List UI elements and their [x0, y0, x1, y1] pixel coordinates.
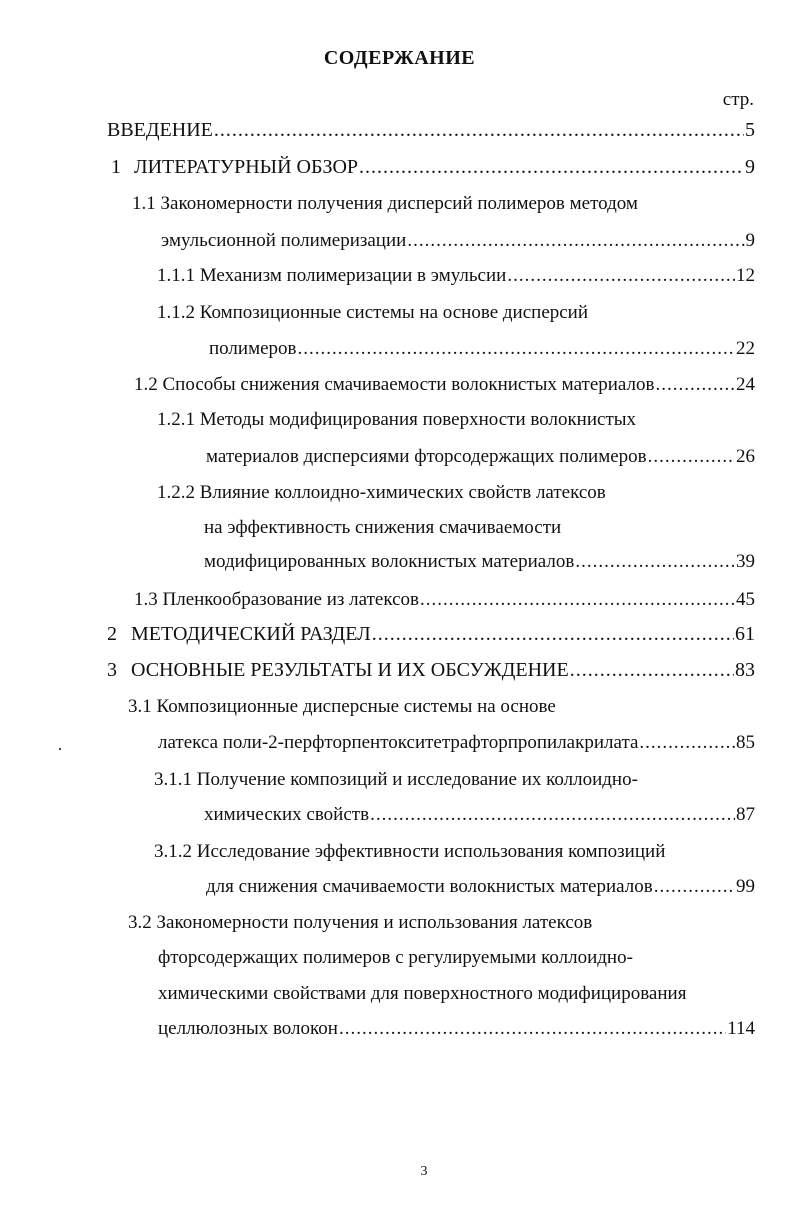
toc-entry-title-cont: для снижения смачиваемости волокнистых материалов [206, 876, 653, 897]
toc-leader [639, 731, 735, 755]
page-column-label: стр. [722, 89, 754, 110]
toc-entry-3-2-title-line3: химическими свойствами для поверхностного модифицирования [158, 983, 687, 1004]
toc-entry-title: ВВЕДЕНИЕ [107, 119, 213, 141]
toc-entry-3-1-1[interactable] [204, 803, 755, 827]
toc-entry-title-cont: химических свойств [204, 804, 370, 825]
toc-entry-1-2-1-title: 1.2.1 Методы модифицирования поверхности волокнистых [157, 409, 637, 430]
toc-entry-title-cont: латекса поли-2-перфторпентокситетрафторпропилакрилата [158, 732, 639, 753]
toc-page: 22 [736, 338, 755, 359]
toc-entry-1-2-2-title-line2: на эффективность снижения смачиваемости [204, 517, 562, 538]
toc-page: 87 [736, 804, 755, 825]
toc-leader [420, 588, 735, 612]
toc-entry-3-1[interactable] [158, 731, 755, 755]
toc-entry-methods[interactable] [131, 622, 755, 646]
toc-page: 99 [736, 876, 755, 897]
toc-entry-title-cont: материалов дисперсиями фторсодержащих полимеров [206, 446, 647, 467]
toc-entry-title: 1.3 Пленкообразование из латексов [134, 589, 419, 610]
toc-leader [507, 264, 735, 288]
toc-entry-3-1-2[interactable] [206, 875, 755, 899]
page-title: СОДЕРЖАНИЕ [323, 47, 476, 69]
toc-entry-3-2[interactable] [158, 1017, 755, 1041]
toc-page: 114 [727, 1018, 755, 1039]
toc-section-number: 3 [107, 659, 117, 681]
toc-page: 24 [736, 374, 755, 395]
toc-leader [339, 1017, 726, 1041]
toc-entry-3-1-1-title: 3.1.1 Получение композиций и исследование их коллоидно- [154, 769, 638, 790]
toc-entry-title: 1.2 Способы снижения смачиваемости волокнистых материалов [134, 374, 655, 395]
toc-leader [654, 875, 735, 899]
toc-leader [575, 550, 735, 574]
toc-entry-title: ЛИТЕРАТУРНЫЙ ОБЗОР [134, 156, 359, 178]
toc-entry-title-cont: полимеров [209, 338, 297, 359]
toc-leader [648, 445, 735, 469]
toc-page: 5 [745, 119, 755, 141]
toc-entry-3-2-title-line2: фторсодержащих полимеров с регулируемыми коллоидно- [158, 947, 633, 968]
toc-section-number: 2 [107, 623, 117, 645]
scan-speck [59, 748, 61, 750]
toc-leader [298, 337, 736, 361]
toc-page: 85 [736, 732, 755, 753]
toc-entry-1-1-title: 1.1 Закономерности получения дисперсий полимеров методом [132, 193, 638, 214]
toc-entry-1-2-1[interactable] [206, 445, 755, 469]
toc-entry-1-2-2[interactable] [204, 550, 755, 574]
toc-entry-title: МЕТОДИЧЕСКИЙ РАЗДЕЛ [131, 623, 371, 645]
toc-entry-title-cont: модифицированных волокнистых материалов [204, 551, 575, 572]
toc-page: 9 [745, 230, 755, 251]
toc-leader [370, 803, 735, 827]
toc-entry-3-1-title: 3.1 Композиционные дисперсные системы на основе [128, 696, 556, 717]
toc-leader [372, 622, 734, 646]
toc-page: 39 [736, 551, 755, 572]
toc-entry-title-cont: эмульсионной полимеризации [161, 230, 407, 251]
toc-entry-results[interactable] [131, 658, 755, 682]
toc-leader [407, 229, 744, 253]
toc-page: 45 [736, 589, 755, 610]
toc-entry-1-3[interactable] [134, 588, 755, 612]
toc-leader [570, 658, 734, 682]
toc-page: 61 [735, 623, 755, 645]
toc-section-number: 1 [111, 156, 121, 178]
toc-entry-1-1-2[interactable] [209, 337, 755, 361]
toc-entry-1-2[interactable] [134, 373, 755, 397]
toc-entry-1-1-2-title: 1.1.2 Композиционные системы на основе дисперсий [157, 302, 589, 323]
toc-entry-1-1[interactable] [161, 229, 755, 253]
toc-entry-literature-review[interactable] [134, 155, 755, 179]
page-number: 3 [420, 1164, 428, 1179]
toc-entry-introduction[interactable] [107, 118, 755, 142]
toc-page: 12 [736, 265, 755, 286]
toc-page: 9 [745, 156, 755, 178]
toc-entry-3-2-title: 3.2 Закономерности получения и использования латексов [128, 912, 593, 933]
toc-leader [214, 118, 744, 142]
toc-entry-title: 1.1.1 Механизм полимеризации в эмульсии [157, 265, 507, 286]
toc-entry-3-1-2-title: 3.1.2 Исследование эффективности использования композиций [154, 841, 666, 862]
toc-entry-1-1-1[interactable] [157, 264, 755, 288]
toc-leader [655, 373, 735, 397]
toc-leader [359, 155, 744, 179]
toc-entry-title: ОСНОВНЫЕ РЕЗУЛЬТАТЫ И ИХ ОБСУЖДЕНИЕ [131, 659, 569, 681]
toc-page: 83 [735, 659, 755, 681]
toc-page: 26 [736, 446, 755, 467]
toc-entry-1-2-2-title: 1.2.2 Влияние коллоидно-химических свойств латексов [157, 482, 606, 503]
toc-entry-title-cont: целлюлозных волокон [158, 1018, 338, 1039]
